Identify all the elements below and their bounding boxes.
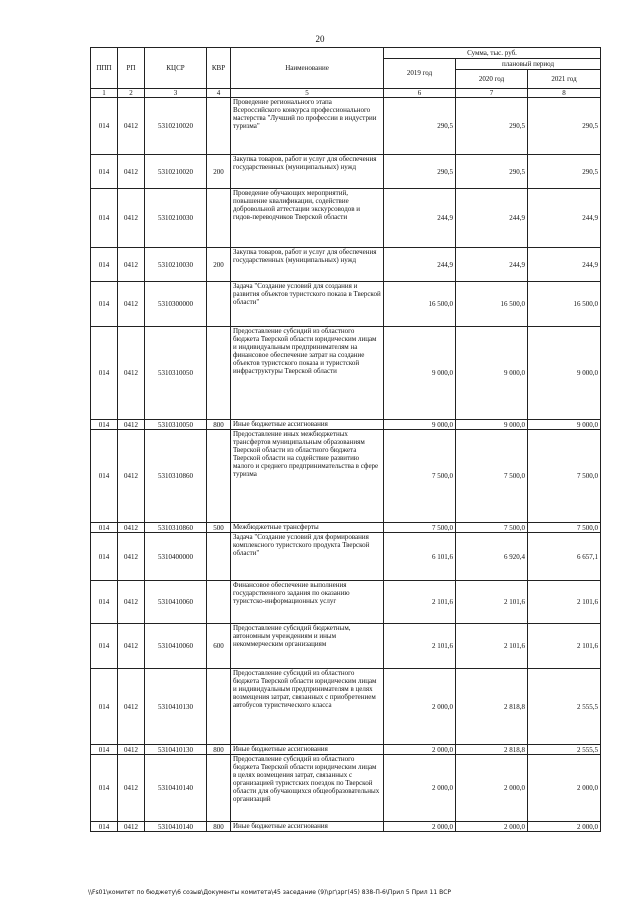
kcsr-cell: 5310400000 — [145, 533, 207, 581]
ppp-cell: 014 — [91, 155, 118, 189]
kvr-cell — [207, 98, 231, 155]
name-cell: Иные бюджетные ассигнования — [231, 745, 384, 755]
table-row — [91, 248, 601, 282]
value-2021-cell: 290,5 — [528, 98, 601, 155]
rp-cell: 0412 — [118, 581, 145, 624]
name-cell: Предоставление субсидий из областного бюджета Тверской области юридическим лицам в целях возмещения затрат, связанных с организацией туристских поездок по Тверской области для обучающихся общеобразовательных организаций — [231, 755, 384, 822]
value-2021-cell: 2 555,5 — [528, 669, 601, 745]
value-2019-cell: 290,5 — [384, 98, 456, 155]
header-ppp: ППП — [91, 48, 118, 89]
ppp-cell: 014 — [91, 533, 118, 581]
value-2019-cell: 2 000,0 — [384, 669, 456, 745]
ppp-cell: 014 — [91, 755, 118, 822]
rp-cell: 0412 — [118, 430, 145, 523]
rp-cell: 0412 — [118, 755, 145, 822]
column-number-row — [91, 89, 601, 98]
ppp-cell: 014 — [91, 98, 118, 155]
rp-cell: 0412 — [118, 248, 145, 282]
name-cell: Межбюджетные трансферты — [231, 523, 384, 533]
kvr-cell — [207, 282, 231, 327]
table-row — [91, 745, 601, 755]
name-cell: Финансовое обеспечение выполнения государственного задания по оказанию туристско-информационных услуг — [231, 581, 384, 624]
rp-cell: 0412 — [118, 189, 145, 248]
header-year-2021: 2021 год — [528, 70, 601, 89]
ppp-cell: 014 — [91, 523, 118, 533]
value-2021-cell: 9 000,0 — [528, 420, 601, 430]
value-2020-cell: 290,5 — [456, 155, 528, 189]
ppp-cell: 014 — [91, 327, 118, 420]
kcsr-cell: 5310410060 — [145, 581, 207, 624]
value-2021-cell: 2 555,5 — [528, 745, 601, 755]
kvr-cell: 500 — [207, 523, 231, 533]
value-2021-cell: 2 000,0 — [528, 755, 601, 822]
header-name: Наименование — [231, 48, 384, 89]
value-2021-cell: 2 000,0 — [528, 822, 601, 832]
table-row — [91, 98, 601, 155]
table-row — [91, 581, 601, 624]
value-2021-cell: 290,5 — [528, 155, 601, 189]
ppp-cell: 014 — [91, 282, 118, 327]
rp-cell: 0412 — [118, 327, 145, 420]
value-2020-cell: 2 101,6 — [456, 624, 528, 669]
column-number: 2 — [118, 89, 145, 98]
ppp-cell: 014 — [91, 669, 118, 745]
column-number: 3 — [145, 89, 207, 98]
kvr-cell: 800 — [207, 745, 231, 755]
name-cell: Предоставление субсидий бюджетным, автономным учреждениям и иным некоммерческим организациям — [231, 624, 384, 669]
value-2019-cell: 2 000,0 — [384, 745, 456, 755]
value-2021-cell: 16 500,0 — [528, 282, 601, 327]
kcsr-cell: 5310410140 — [145, 822, 207, 832]
value-2020-cell: 2 000,0 — [456, 822, 528, 832]
value-2019-cell: 6 101,6 — [384, 533, 456, 581]
kcsr-cell: 5310210020 — [145, 155, 207, 189]
kcsr-cell: 5310410130 — [145, 669, 207, 745]
table-row — [91, 624, 601, 669]
column-number: 6 — [384, 89, 456, 98]
table-row — [91, 420, 601, 430]
kcsr-cell: 5310310050 — [145, 327, 207, 420]
table-row — [91, 327, 601, 420]
ppp-cell: 014 — [91, 745, 118, 755]
kvr-cell: 800 — [207, 420, 231, 430]
kcsr-cell: 5310410140 — [145, 755, 207, 822]
rp-cell: 0412 — [118, 533, 145, 581]
page-number: 20 — [315, 34, 325, 44]
value-2020-cell: 290,5 — [456, 98, 528, 155]
kcsr-cell: 5310210030 — [145, 248, 207, 282]
kcsr-cell: 5310310050 — [145, 420, 207, 430]
kvr-cell — [207, 327, 231, 420]
name-cell: Задача "Создание условий для создания и развития объектов туристского показа в Тверской области" — [231, 282, 384, 327]
column-number: 7 — [456, 89, 528, 98]
value-2021-cell: 7 500,0 — [528, 523, 601, 533]
value-2020-cell: 9 000,0 — [456, 420, 528, 430]
ppp-cell: 014 — [91, 189, 118, 248]
value-2019-cell: 2 000,0 — [384, 822, 456, 832]
ppp-cell: 014 — [91, 624, 118, 669]
header-rp: РП — [118, 48, 145, 89]
rp-cell: 0412 — [118, 420, 145, 430]
value-2020-cell: 2 101,6 — [456, 581, 528, 624]
value-2019-cell: 7 500,0 — [384, 430, 456, 523]
value-2019-cell: 9 000,0 — [384, 420, 456, 430]
table-row — [91, 533, 601, 581]
value-2019-cell: 16 500,0 — [384, 282, 456, 327]
name-cell: Иные бюджетные ассигнования — [231, 822, 384, 832]
ppp-cell: 014 — [91, 581, 118, 624]
kvr-cell — [207, 755, 231, 822]
value-2021-cell: 244,9 — [528, 248, 601, 282]
value-2021-cell: 2 101,6 — [528, 581, 601, 624]
name-cell: Проведение обучающих мероприятий, повышение квалификации, содействие добровольной аттестации экскурсоводов и гидов-переводчиков Тверской области — [231, 189, 384, 248]
value-2019-cell: 2 101,6 — [384, 624, 456, 669]
value-2020-cell: 9 000,0 — [456, 327, 528, 420]
name-cell: Закупка товаров, работ и услуг для обеспечения государственных (муниципальных) нужд — [231, 155, 384, 189]
table-row — [91, 755, 601, 822]
value-2020-cell: 2 818,8 — [456, 669, 528, 745]
value-2019-cell: 2 101,6 — [384, 581, 456, 624]
value-2019-cell: 244,9 — [384, 189, 456, 248]
value-2019-cell: 290,5 — [384, 155, 456, 189]
header-plan-period: плановый период — [456, 59, 601, 70]
rp-cell: 0412 — [118, 669, 145, 745]
column-number: 4 — [207, 89, 231, 98]
ppp-cell: 014 — [91, 822, 118, 832]
name-cell: Проведение регионального этапа Всероссийского конкурса профессионального мастерства "Лучший по профессии в индустрии туризма" — [231, 98, 384, 155]
kvr-cell: 800 — [207, 822, 231, 832]
kcsr-cell: 5310310860 — [145, 430, 207, 523]
value-2020-cell: 7 500,0 — [456, 523, 528, 533]
value-2020-cell: 244,9 — [456, 189, 528, 248]
value-2019-cell: 7 500,0 — [384, 523, 456, 533]
value-2020-cell: 2 000,0 — [456, 755, 528, 822]
value-2019-cell: 244,9 — [384, 248, 456, 282]
footer-file-path: \\Fs01\комитет по бюджету\6 созыв\Документы комитета\45 заседание (9)\рг\зрг(45) 838-П-6\Прил 5 Прил 11 ВСР — [88, 889, 452, 896]
name-cell: Закупка товаров, работ и услуг для обеспечения государственных (муниципальных) нужд — [231, 248, 384, 282]
table-row — [91, 669, 601, 745]
table-row — [91, 822, 601, 832]
table-row — [91, 523, 601, 533]
kvr-cell: 600 — [207, 624, 231, 669]
value-2020-cell: 6 920,4 — [456, 533, 528, 581]
name-cell: Предоставление субсидий из областного бюджета Тверской области юридическим лицам и индивидуальным предпринимателям на финансовое обеспечение затрат на создание объектов туристского показа и туристской инфраструктуры Тверской области — [231, 327, 384, 420]
table-row — [91, 282, 601, 327]
kvr-cell: 200 — [207, 248, 231, 282]
header-kcsr: КЦСР — [145, 48, 207, 89]
column-number: 5 — [231, 89, 384, 98]
header-kvr: КВР — [207, 48, 231, 89]
value-2020-cell: 16 500,0 — [456, 282, 528, 327]
kcsr-cell: 5310310860 — [145, 523, 207, 533]
value-2021-cell: 9 000,0 — [528, 327, 601, 420]
kcsr-cell: 5310210030 — [145, 189, 207, 248]
rp-cell: 0412 — [118, 98, 145, 155]
table-row — [91, 189, 601, 248]
value-2019-cell: 9 000,0 — [384, 327, 456, 420]
column-number: 1 — [91, 89, 118, 98]
kvr-cell: 200 — [207, 155, 231, 189]
kvr-cell — [207, 533, 231, 581]
kvr-cell — [207, 430, 231, 523]
header-sum: Сумма, тыс. руб. — [384, 48, 601, 59]
kcsr-cell: 5310300000 — [145, 282, 207, 327]
rp-cell: 0412 — [118, 282, 145, 327]
header-year-2020: 2020 год — [456, 70, 528, 89]
value-2021-cell: 244,9 — [528, 189, 601, 248]
value-2020-cell: 2 818,8 — [456, 745, 528, 755]
kvr-cell — [207, 581, 231, 624]
value-2020-cell: 244,9 — [456, 248, 528, 282]
kvr-cell — [207, 669, 231, 745]
value-2021-cell: 6 657,1 — [528, 533, 601, 581]
kcsr-cell: 5310410130 — [145, 745, 207, 755]
ppp-cell: 014 — [91, 248, 118, 282]
name-cell: Предоставление иных межбюджетных трансфертов муниципальным образованиям Тверской области из областного бюджета Тверской области на содействие развитию малого и среднего предпринимательства в сфере туризма — [231, 430, 384, 523]
value-2020-cell: 7 500,0 — [456, 430, 528, 523]
name-cell: Иные бюджетные ассигнования — [231, 420, 384, 430]
rp-cell: 0412 — [118, 745, 145, 755]
name-cell: Задача "Создание условий для формирования комплексного туристского продукта Тверской области" — [231, 533, 384, 581]
kcsr-cell: 5310210020 — [145, 98, 207, 155]
header-year-2019: 2019 год — [384, 59, 456, 89]
rp-cell: 0412 — [118, 822, 145, 832]
rp-cell: 0412 — [118, 155, 145, 189]
rp-cell: 0412 — [118, 523, 145, 533]
kcsr-cell: 5310410060 — [145, 624, 207, 669]
name-cell: Предоставление субсидий из областного бюджета Тверской области юридическим лицам и индивидуальным предпринимателям в целях возмещения затрат, связанных с приобретением автобусов туристического класса — [231, 669, 384, 745]
ppp-cell: 014 — [91, 430, 118, 523]
value-2021-cell: 2 101,6 — [528, 624, 601, 669]
table-row — [91, 430, 601, 523]
table-row — [91, 155, 601, 189]
table-body — [91, 98, 601, 832]
value-2021-cell: 7 500,0 — [528, 430, 601, 523]
budget-table — [90, 47, 601, 832]
rp-cell: 0412 — [118, 624, 145, 669]
column-number: 8 — [528, 89, 601, 98]
ppp-cell: 014 — [91, 420, 118, 430]
value-2019-cell: 2 000,0 — [384, 755, 456, 822]
kvr-cell — [207, 189, 231, 248]
